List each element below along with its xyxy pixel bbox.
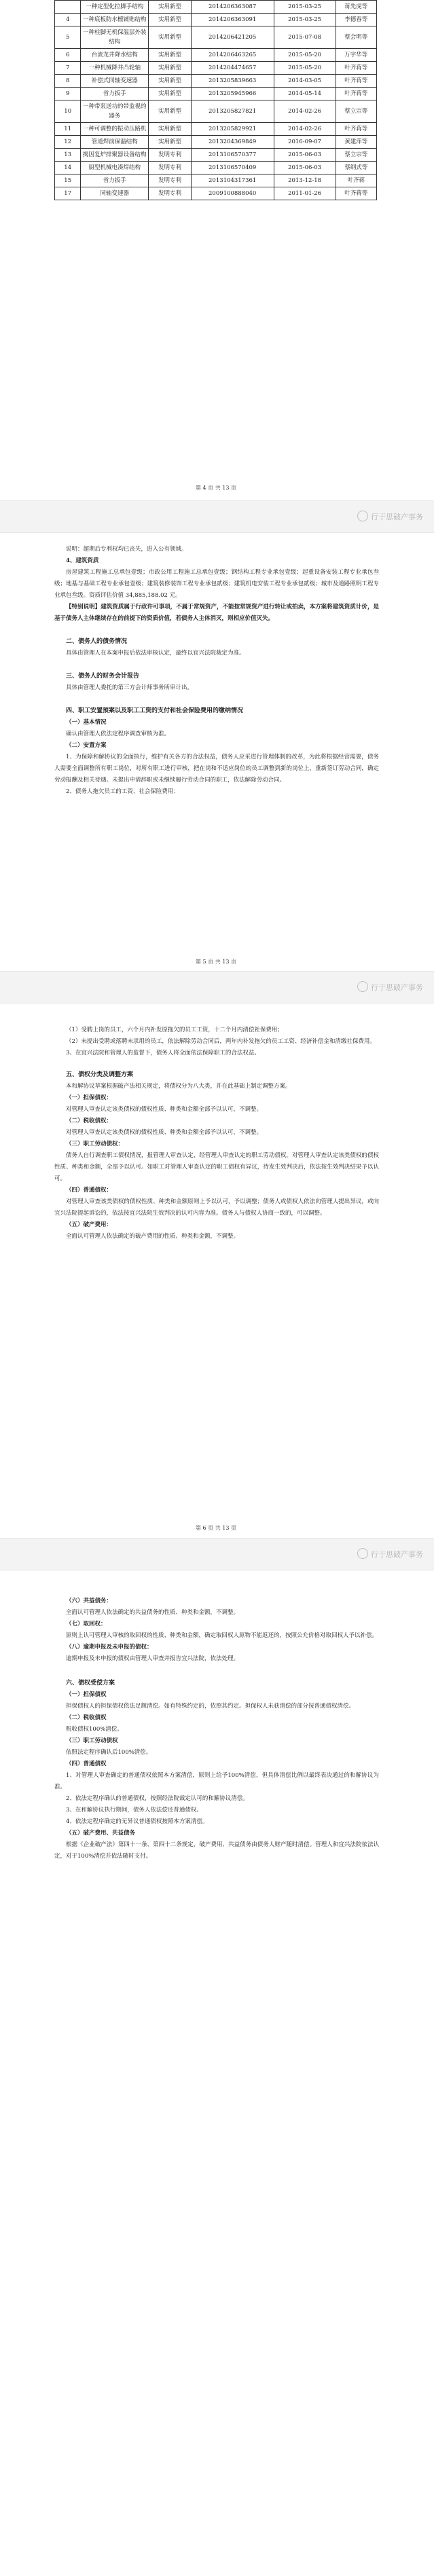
patent-number-cell: 2013205945966 <box>191 88 274 100</box>
patent-type-cell: 实用新型 <box>149 88 192 100</box>
inventor-cell: 蔡立宗等 <box>336 100 376 123</box>
row-number-cell: 9 <box>55 88 81 100</box>
watermark: 行于思破产事务 <box>357 981 423 993</box>
row-number-cell: 13 <box>55 149 81 162</box>
paragraph: 4、依法定程序确定的无异议普通债权按照本方案清偿。 <box>66 1818 209 1825</box>
subsection-heading: （四）普通债权 <box>66 1761 107 1767</box>
patent-type-cell: 发明专利 <box>149 187 192 200</box>
row-number-cell: 14 <box>55 162 81 174</box>
patent-type-cell: 实用新型 <box>149 75 192 88</box>
subsection-heading: （四）普通债权： <box>66 1187 113 1194</box>
patent-date-cell: 2016-09-07 <box>274 136 336 149</box>
inventor-cell: 叶齐蒋等 <box>336 123 376 136</box>
patent-name-cell: 省力扳手 <box>81 174 149 187</box>
inventor-cell: 叶齐蒋 <box>336 174 376 187</box>
patent-name-cell: 一种柱脚无机保温层外装结构 <box>81 26 149 49</box>
patent-type-cell: 实用新型 <box>149 123 192 136</box>
row-number-cell: 6 <box>55 49 81 62</box>
patent-date-cell: 2015-03-25 <box>274 1 336 14</box>
section-heading: 五、债权分类及调整方案 <box>66 1071 134 1078</box>
page-7-body <box>54 1596 379 1862</box>
patent-type-cell: 发明专利 <box>149 174 192 187</box>
patent-type-cell: 实用新型 <box>149 49 192 62</box>
patent-number-cell: 2009100888040 <box>191 187 274 200</box>
table-row <box>55 149 377 162</box>
patent-date-cell: 2014-02-26 <box>274 123 336 136</box>
paragraph: 根据《企业破产法》第四十一条、第四十二条规定，破产费用、共益债务由债务人财产随时清偿。管理人和宜兴法院依法认定，对于100%清偿并依法随时支付。 <box>54 1841 379 1860</box>
page-number: 第 6 页 共 13 页 <box>196 1525 236 1531</box>
patent-date-cell: 2014-05-14 <box>274 88 336 100</box>
table-row <box>55 1 377 14</box>
paragraph: 2、债务人拖欠员工的工资、社会保险费用： <box>66 788 179 795</box>
patent-name-cell: 管道焊前保温结构 <box>81 136 149 149</box>
patent-type-cell: 发明专利 <box>149 149 192 162</box>
paragraph: 对管理人审查该类债权的债权性质、种类和金额原则上予以认可，予以调整；债务人或债权人依法向管理人提出异议，或向宜兴法院提起诉讼的，依法按宜兴法院生效判决的认可内容为准。债务人与债权人协商一致的，可以调整。 <box>54 1198 379 1217</box>
patent-name-cell: 一种底板防水檩铺贴结构 <box>81 14 149 26</box>
patent-date-cell: 2015-05-20 <box>274 49 336 62</box>
patent-number-cell: 2014206421205 <box>191 26 274 49</box>
subsection-heading: （五）破产费用、共益债务 <box>66 1830 136 1837</box>
paragraph: 全面认可管理人依法确定的共益债务的性质、种类和金额，不调整。 <box>66 1609 240 1616</box>
patent-date-cell: 2013-12-18 <box>274 174 336 187</box>
patent-type-cell: 实用新型 <box>149 100 192 123</box>
wechat-logo-icon <box>357 1548 368 1559</box>
watermark: 行于思破产事务 <box>357 1548 423 1560</box>
patent-name-cell: 台流龙井降水结构 <box>81 49 149 62</box>
subsection-heading: （一）担保债权： <box>66 1094 113 1101</box>
table-row <box>55 14 377 26</box>
paragraph: 担保债权人的担保债权依法足额清偿。如有特殊约定的，依照其约定。担保权人未获清偿的部分按普通债权清偿。 <box>66 1703 355 1710</box>
inventor-cell: 蔡会明等 <box>336 26 376 49</box>
paragraph: 房屋建筑工程施工总承包壹级；市政公用工程施工总承包壹级；钢结构工程专业承包壹级；起重设备安装工程专业承包叁级；地基与基础工程专业承包壹级；建筑装修装饰工程专业承包贰级；建筑机电安装工程专业承包贰级；城市及道路照明工程专业承包叁级。资质评估价值 34,885,188.02 元。 <box>54 569 379 599</box>
subsection-heading: （八）逾期申报及未申报的债权： <box>66 1644 153 1651</box>
paragraph: 3、在和解协议执行期间，债务人依法偿还普通债权。 <box>66 1807 202 1814</box>
inventor-cell: 蔡纲式等 <box>336 162 376 174</box>
patent-name-cell: 同轴变速器 <box>81 187 149 200</box>
row-number-cell: 15 <box>55 174 81 187</box>
patent-name-cell: 厨型机械电凑焊结构 <box>81 162 149 174</box>
subsection-heading: （一）担保债权 <box>66 1691 107 1698</box>
patent-date-cell: 2015-06-03 <box>274 162 336 174</box>
page-5-body <box>54 544 379 798</box>
inventor-cell: 蔡立宗等 <box>336 149 376 162</box>
table-row <box>55 100 377 123</box>
subsection-heading: （五）破产费用： <box>66 1221 113 1228</box>
paragraph: 具体由管理人委托的第三方会计师事务所审计出。 <box>66 684 194 691</box>
patent-type-cell: 发明专利 <box>149 162 192 174</box>
row-number-cell: 12 <box>55 136 81 149</box>
patent-date-cell: 2014-03-05 <box>274 75 336 88</box>
patent-name-cell: 一种可调整的振动压路机 <box>81 123 149 136</box>
patent-date-cell: 2015-06-03 <box>274 149 336 162</box>
inventor-cell: 叶齐蒋等 <box>336 187 376 200</box>
subsection-heading: （二）税收债权： <box>66 1118 113 1124</box>
table-row <box>55 26 377 49</box>
patent-number-cell: 2013205839663 <box>191 75 274 88</box>
patent-name-cell: 揭因复炉排聚器设备结构 <box>81 149 149 162</box>
paragraph: 确认由管理人依法定程序调查审核为准。 <box>66 731 170 737</box>
row-number-cell: 17 <box>55 187 81 200</box>
table-row <box>55 123 377 136</box>
row-number-cell: 8 <box>55 75 81 88</box>
section-heading: 四、职工安置预案以及职工工资的支付和社会保险费用的缴纳情况 <box>66 707 244 714</box>
page-4 <box>50 0 382 499</box>
inventor-cell: 黄建萍等 <box>336 136 376 149</box>
row-number-cell <box>55 1 81 14</box>
row-number-cell: 10 <box>55 100 81 123</box>
inventor-cell: 万宇华等 <box>336 49 376 62</box>
paragraph: 本和解协议草案根据破产法相关规定，将债权分为八大类，并在此基础上制定调整方案。 <box>66 1083 291 1090</box>
subsection-heading: （三）职工劳动债权 <box>66 1737 118 1744</box>
subsection-heading: （二）税收债权 <box>66 1714 107 1721</box>
table-row <box>55 162 377 174</box>
row-number-cell: 5 <box>55 26 81 49</box>
paragraph: 具体由管理人在本案申报后依法审核认定，最终以宜兴法院裁定为准。 <box>66 650 245 657</box>
paragraph: 依照法定程序确认后100%清偿。 <box>66 1749 152 1756</box>
paragraph: 1、为保障和解协议的全面执行，维护有关各方的合法权益，债务人应采进行管理体制的改革，为此将根据经营需要，债务人需要全面调整所有职工岗位，对所有职工进行审核，把在岗和不适应岗位的员工调整到新的岗位上，重新签订劳动合同，确定劳动报酬及相关待遇。未提出申请辞职或未继续履行劳动合同的职工，依法解除劳动合同。 <box>54 754 379 784</box>
paragraph: （2）未提出受聘或落聘未录用的员工，依法解除劳动合同后，两年内补发拖欠的员工工资、经济补偿金和清缴社保费用。 <box>66 1038 376 1045</box>
paragraph: 1、对管理人审查确定的普通债权依照本方案清偿，原则上给予100%清偿，但具体清偿比例以最终表决通过的和解协议为准。 <box>54 1772 379 1790</box>
patent-number-cell: 2013204369849 <box>191 136 274 149</box>
paragraph: 2、依法定程序确认的普通债权，按照经法院裁定认可的和解协议清偿。 <box>66 1795 249 1802</box>
table-row <box>55 187 377 200</box>
paragraph: 逾期申报及未申报的债权由管理人审查并报告宜兴法院，依法处理。 <box>66 1655 240 1662</box>
paragraph: 债务人自行调查职工债权情况，报管理人审查认定，经管理人审查认定的职工劳动债权，对管理人审查认定该类债权的债权性质、种类和金额，全部予以认可。如职工对管理人审查认定的职工债权有异议，待发生效判决后，依法按生效判决结果予以认可。 <box>54 1152 379 1182</box>
paragraph: 3、在宜兴法院和管理人的监督下，债务人将全面依法保障职工的合法权益。 <box>66 1050 260 1056</box>
wechat-logo-icon <box>357 511 368 521</box>
patent-number-cell: 2014206363091 <box>191 14 274 26</box>
page-number: 第 5 页 共 13 页 <box>196 959 236 965</box>
patent-table <box>54 0 377 200</box>
patent-date-cell: 2014-02-26 <box>274 100 336 123</box>
table-row <box>55 88 377 100</box>
page-7 <box>50 1575 382 2573</box>
inventor-cell: 叶齐蒋等 <box>336 62 376 75</box>
patent-number-cell: 2013106570377 <box>191 149 274 162</box>
section-heading: 三、债务人的财务会计报告 <box>66 673 140 680</box>
paragraph: 全面认可管理人依法确定的破产费用的性质、种类和金额，不调整。 <box>66 1233 240 1240</box>
patent-name-cell: 一种机械降井凸轮轴 <box>81 62 149 75</box>
patent-type-cell: 实用新型 <box>149 62 192 75</box>
paragraph: 原则上认可管理人审核的取回权的性质、种类和金额，确定取回权人原物不能返还的，按照公允价格对取回权人予以补偿。 <box>66 1632 378 1639</box>
paragraph: 对管理人审查认定该类债权的债权性质、种类和金额全部予以认可，不调整。 <box>66 1129 263 1136</box>
subsection-heading: （二）安置方案 <box>66 742 107 749</box>
watermark: 行于思破产事务 <box>357 511 423 522</box>
patent-number-cell: 2013104317361 <box>191 174 274 187</box>
table-row <box>55 49 377 62</box>
page-number: 第 4 页 共 13 页 <box>196 485 236 491</box>
patent-type-cell: 实用新型 <box>149 26 192 49</box>
section-heading: 二、债务人的债务情况 <box>66 638 128 645</box>
patent-date-cell: 2015-07-08 <box>274 26 336 49</box>
subsection-heading: （三）职工劳动债权： <box>66 1141 124 1147</box>
special-note: 【特别说明】建筑资质属于行政许可事项，不属于常规资产，不能按常规资产进行转让或拍卖，本方案将建筑资质计价，是基于债务人主体继续存在的前提下的资质价值，若债务人主体消灭，则相应价值灭失。 <box>54 604 379 622</box>
page-separator <box>0 971 434 1004</box>
table-row <box>55 136 377 149</box>
page-separator <box>0 500 434 533</box>
subsection-heading: （一）基本情况 <box>66 719 107 726</box>
inventor-cell: 蒋先虎等 <box>336 1 376 14</box>
patent-number-cell: 2013205827821 <box>191 100 274 123</box>
patent-name-cell: 一种带泵送功的带监视的器务 <box>81 100 149 123</box>
patent-number-cell: 2013106570409 <box>191 162 274 174</box>
patent-name-cell: 补偿式同轴变速器 <box>81 75 149 88</box>
patent-number-cell: 2013205829921 <box>191 123 274 136</box>
section-heading: 4、建筑资质 <box>66 557 99 564</box>
patent-name-cell: 省力扳手 <box>81 88 149 100</box>
subsection-heading: （七）取回权： <box>66 1621 107 1627</box>
patent-number-cell: 2014206363087 <box>191 1 274 14</box>
paragraph: 税收债权100%清偿。 <box>66 1726 123 1733</box>
section-heading: 六、债权受偿方案 <box>66 1680 115 1687</box>
wechat-logo-icon <box>357 981 368 992</box>
patent-note: 说明：超期后专利权均已丧失，进入公有领域。 <box>66 546 187 553</box>
paragraph: （1）受聘上岗的员工，六个月内补发原拖欠的员工工资，十二个月内清偿社保费用； <box>66 1027 283 1033</box>
row-number-cell: 7 <box>55 62 81 75</box>
patent-number-cell: 2014204474657 <box>191 62 274 75</box>
subsection-heading: （六）共益债务： <box>66 1598 113 1604</box>
row-number-cell: 4 <box>55 14 81 26</box>
page-separator <box>0 1538 434 1570</box>
patent-date-cell: 2015-05-20 <box>274 62 336 75</box>
patent-date-cell: 2011-01-26 <box>274 187 336 200</box>
inventor-cell: 叶齐蒋等 <box>336 88 376 100</box>
row-number-cell: 11 <box>55 123 81 136</box>
patent-name-cell: 一种定型化拉脚手结构 <box>81 1 149 14</box>
table-row <box>55 75 377 88</box>
patent-type-cell: 实用新型 <box>149 14 192 26</box>
table-row <box>55 174 377 187</box>
table-row <box>55 62 377 75</box>
patent-number-cell: 2014206463265 <box>191 49 274 62</box>
patent-date-cell: 2015-03-25 <box>274 14 336 26</box>
paragraph: 对管理人审查认定该类债权的债权性质、种类和金额全部予以认可，不调整。 <box>66 1106 263 1113</box>
patent-type-cell: 实用新型 <box>149 136 192 149</box>
patent-type-cell: 实用新型 <box>149 1 192 14</box>
inventor-cell: 李德春等 <box>336 14 376 26</box>
inventor-cell: 叶齐蒋等 <box>336 75 376 88</box>
page-6-body <box>54 1025 379 1243</box>
